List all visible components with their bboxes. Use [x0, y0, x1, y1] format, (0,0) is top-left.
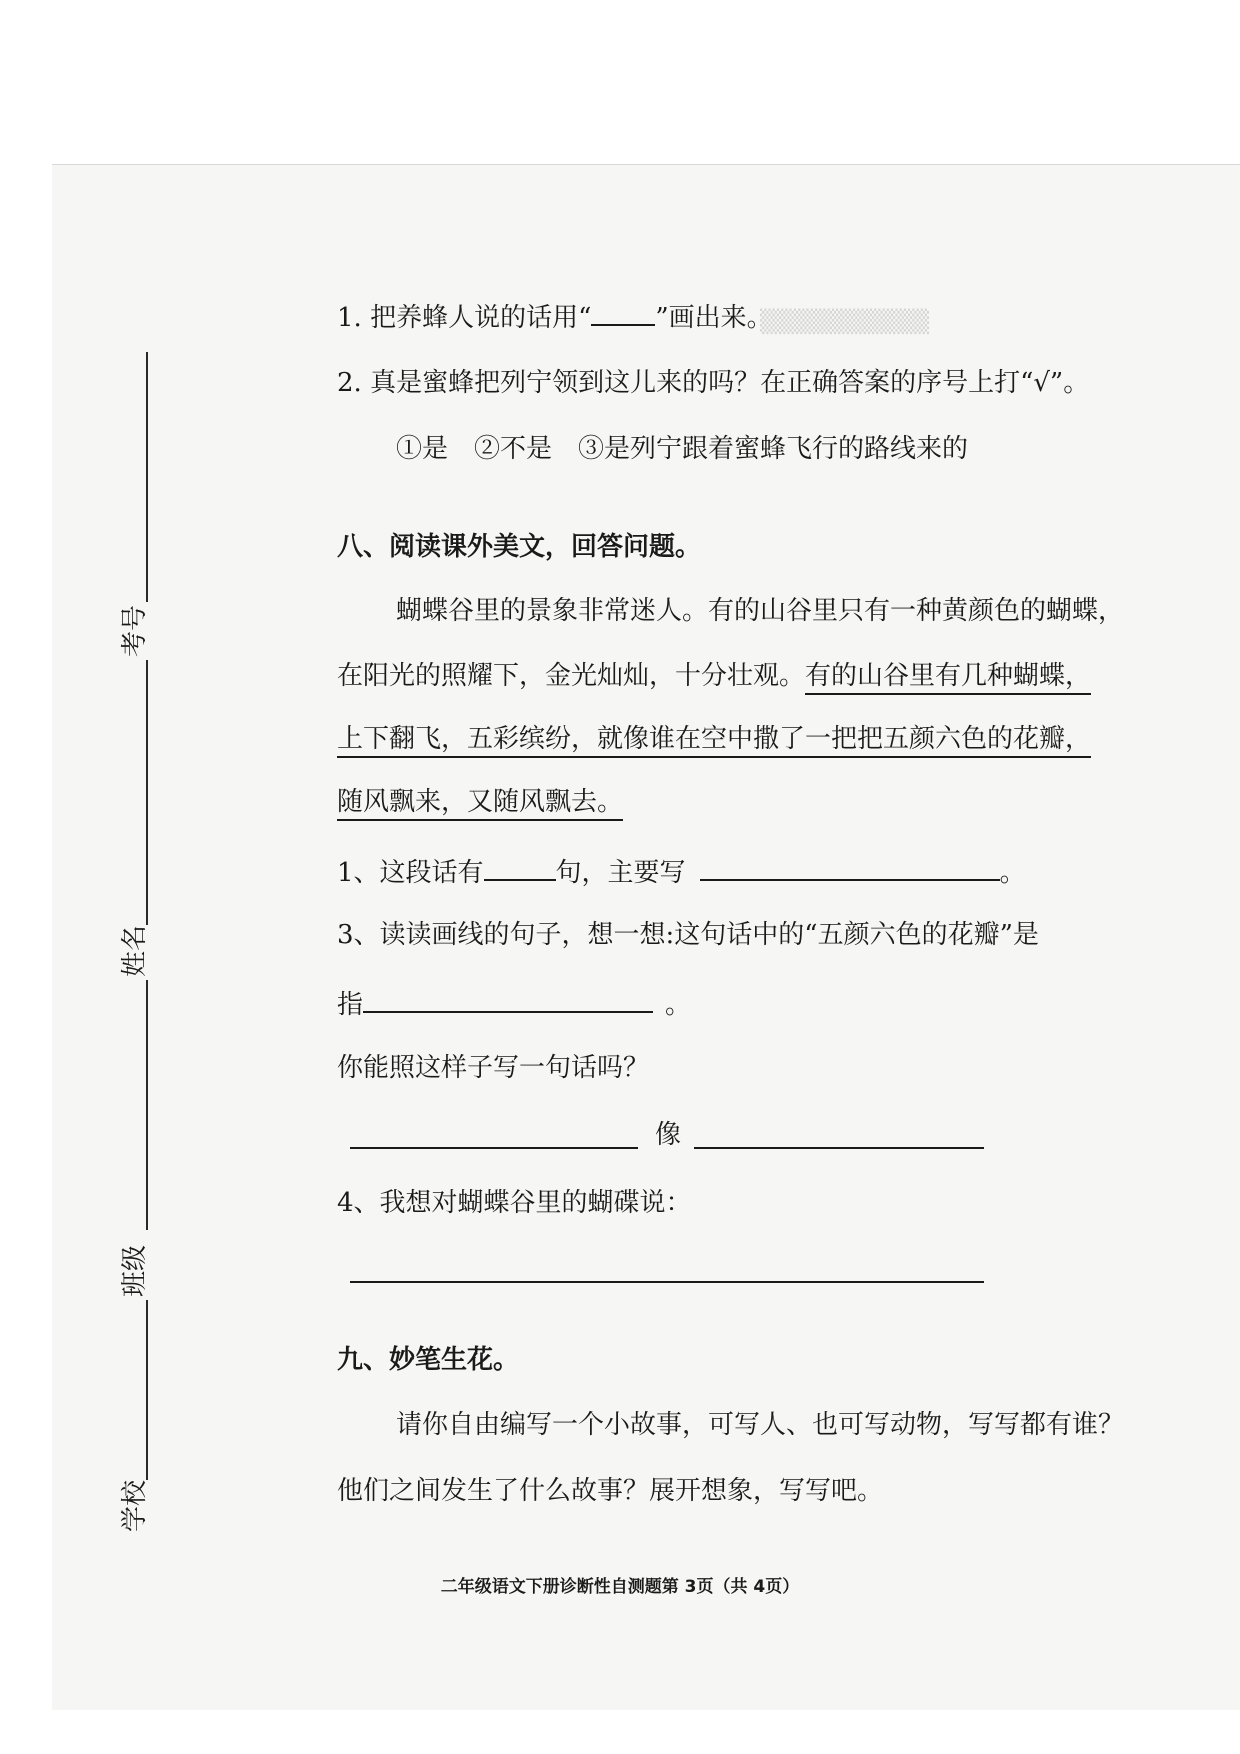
q8-passage-line-3 — [337, 722, 1091, 756]
q7-item1-text-a: 1. 把养蜂人说的话用“ — [337, 303, 592, 333]
q8-question-3-prompt: 你能照这样子写一句话吗？ — [337, 1053, 650, 1083]
q8-question-3-answer — [337, 985, 691, 1022]
page-footer: 二年级语文下册诊断性自测题第 3页（共 4页） — [440, 1577, 800, 1597]
q8-heading: 八、阅读课外美文，回答问题。 — [337, 532, 702, 562]
q8-sentence-blank-right[interactable] — [694, 1147, 984, 1149]
q8-underlined-sentence-end: 随风飘来，又随风飘去。 — [337, 787, 623, 821]
q8-question-1 — [337, 853, 1026, 890]
q8-passage-line-2 — [337, 659, 1091, 693]
q7-item1-text-b: ”画出来。 — [655, 303, 773, 333]
q7-item-2: 2. 真是蜜蜂把列宁领到这儿来的吗？在正确答案的序号上打“√”。 — [337, 368, 1090, 398]
q8-question-4: 4、我想对蝴蝶谷里的蝴碟说： — [337, 1188, 692, 1218]
q9-heading: 九、妙笔生花。 — [337, 1345, 520, 1375]
q7-item-1 — [337, 298, 773, 335]
q8-passage-line-1: 蝴蝶谷里的景象非常迷人。有的山谷里只有一种黄颜色的蝴蝶， — [396, 596, 1125, 626]
side-label-class: 班级 — [120, 1244, 150, 1297]
q8-question-3: 3、读读画线的句子，想一想:这句话中的“五颜六色的花瓣”是 — [337, 920, 1039, 950]
q8-q4-answer-line[interactable] — [350, 1281, 984, 1283]
q8-sentence-blank-left[interactable] — [350, 1147, 638, 1149]
binding-line-exam-no — [146, 352, 148, 602]
binding-line-name — [146, 660, 148, 925]
q8-q3-text-b: 指 — [337, 990, 364, 1020]
q8-passage-line-4 — [337, 785, 623, 819]
side-label-school: 学校 — [120, 1479, 150, 1532]
q8-q3-text-c: 。 — [665, 990, 692, 1020]
q7-options: ①是 ②不是 ③是列宁跟着蜜蜂飞行的路线来的 — [396, 434, 969, 464]
q8-q1-text-c: 。 — [999, 858, 1026, 888]
binding-line-class — [146, 980, 148, 1230]
side-label-exam-no: 考号 — [120, 604, 150, 657]
q8-q1-sentence-count-blank[interactable] — [484, 853, 556, 881]
q8-q1-topic-blank[interactable] — [700, 853, 1000, 881]
q8-q3-answer-blank[interactable] — [363, 985, 653, 1013]
q8-passage-plain: 在阳光的照耀下，金光灿灿，十分壮观。 — [337, 661, 806, 691]
bleed-through-text: ▒▒▒▒▒▒▒▒▒▒ — [760, 310, 930, 335]
q8-like-word: 像 — [655, 1120, 682, 1150]
side-label-name: 姓名 — [120, 924, 150, 977]
q9-prompt-line-1: 请你自由编写一个小故事，可写人、也可写动物，写写都有谁？ — [396, 1410, 1125, 1440]
q8-underlined-sentence-start: 有的山谷里有几种蝴蝶， — [805, 661, 1091, 695]
q8-q1-text-b: 句，主要写 — [555, 858, 686, 888]
q9-prompt-line-2: 他们之间发生了什么故事？展开想象，写写吧。 — [337, 1476, 884, 1506]
binding-line-school — [146, 1300, 148, 1480]
q7-item1-blank — [591, 298, 655, 326]
q8-underlined-sentence-mid: 上下翻飞，五彩缤纷，就像谁在空中撒了一把把五颜六色的花瓣， — [337, 724, 1091, 758]
q8-q1-text-a: 1、这段话有 — [337, 858, 484, 888]
